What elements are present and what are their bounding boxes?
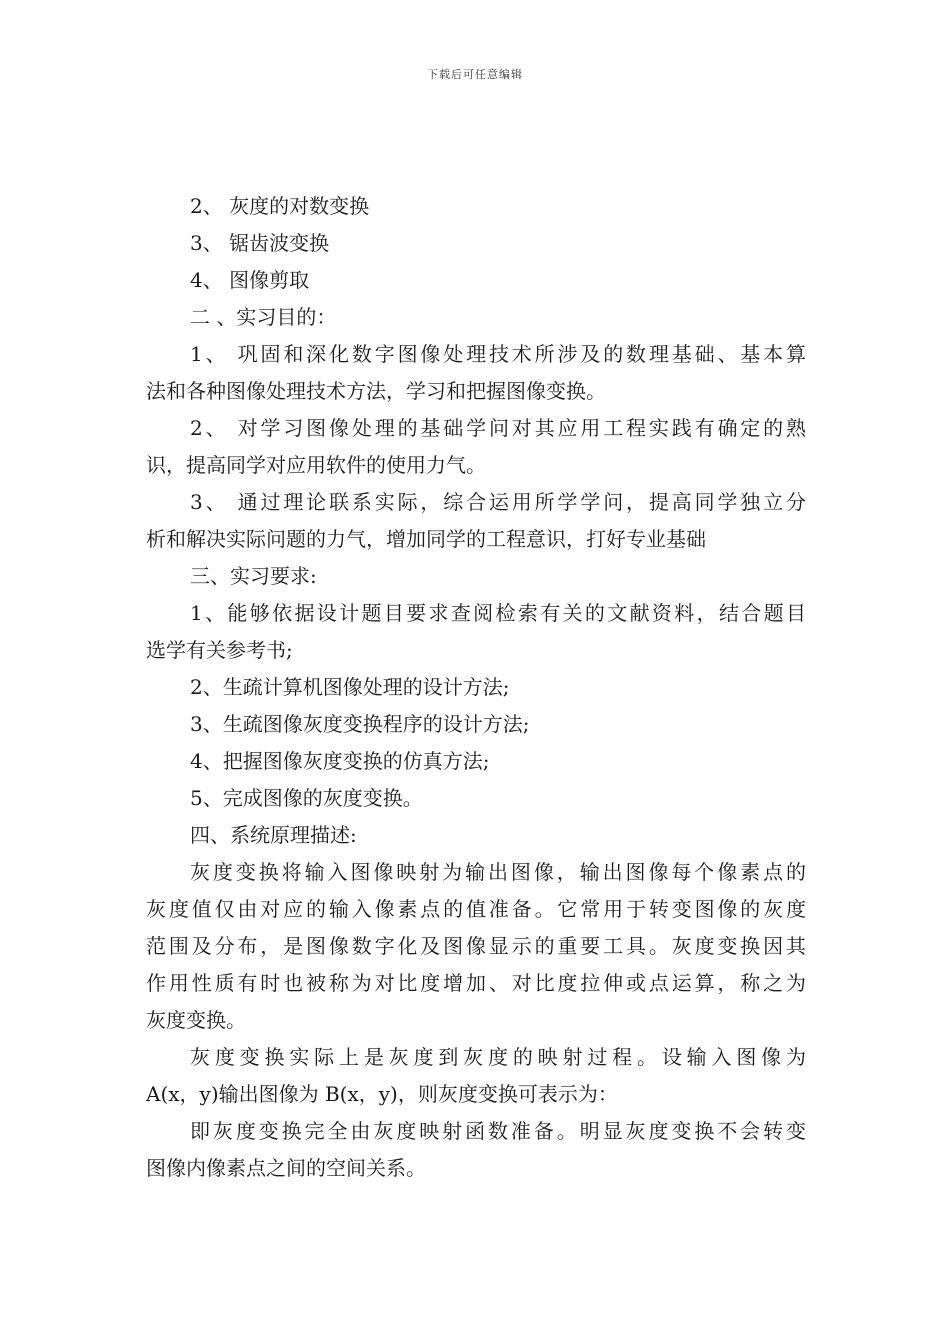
section-heading: 三、实习要求: — [190, 564, 317, 588]
requirement-line: 4、把握图像灰度变换的仿真方法; — [190, 749, 490, 773]
paragraph-line: A(x，y)输出图像为 B(x，y)，则灰度变换可表示为： — [146, 1082, 618, 1106]
section-heading: 四、系统原理描述: — [190, 823, 357, 847]
page-header: 下载后可任意编辑 — [427, 68, 523, 81]
goal-line: 识，提高同学对应用软件的使用力气。 — [146, 453, 486, 477]
list-item: 2、 灰度的对数变换 — [190, 194, 370, 218]
document-body — [146, 188, 806, 1187]
paragraph-line: 灰度值仅由对应的输入像素点的值准备。它常用于转变图像的灰度 — [146, 897, 806, 921]
section-heading: 二 、实习目的： — [190, 305, 337, 329]
paragraph-line: 即灰度变换完全由灰度映射函数准备。明显灰度变换不会转变 — [190, 1119, 806, 1143]
list-item: 4、 图像剪取 — [190, 268, 310, 292]
goal-line: 3、 通过理论联系实际，综合运用所学学问，提高同学独立分 — [190, 490, 806, 514]
paragraph-line: 灰度变换将输入图像映射为输出图像，输出图像每个像素点的 — [190, 860, 806, 884]
requirement-line: 1、能够依据设计题目要求查阅检索有关的文献资料，结合题目 — [190, 601, 806, 625]
requirement-line: 5、完成图像的灰度变换。 — [190, 786, 423, 810]
paragraph-line: 灰度变换实际上是灰度到灰度的映射过程。设输入图像为 — [190, 1045, 806, 1069]
requirement-line: 3、生疏图像灰度变换程序的设计方法; — [190, 712, 530, 736]
paragraph-line: 灰度变换。 — [146, 1008, 246, 1032]
paragraph-line: 图像内像素点之间的空间关系。 — [146, 1156, 426, 1180]
requirement-line: 选学有关参考书; — [146, 638, 293, 662]
goal-line: 1、 巩固和深化数字图像处理技术所涉及的数理基础、基本算 — [190, 342, 806, 366]
paragraph-line: 范围及分布，是图像数字化及图像显示的重要工具。灰度变换因其 — [146, 934, 806, 958]
requirement-line: 2、生疏计算机图像处理的设计方法; — [190, 675, 510, 699]
goal-line: 法和各种图像处理技术方法，学习和把握图像变换。 — [146, 379, 606, 403]
goal-line: 析和解决实际问题的力气，增加同学的工程意识，打好专业基础 — [146, 527, 706, 551]
paragraph-line: 作用性质有时也被称为对比度增加、对比度拉伸或点运算，称之为 — [146, 971, 806, 995]
goal-line: 2、 对学习图像处理的基础学问对其应用工程实践有确定的熟 — [190, 416, 806, 440]
list-item: 3、 锯齿波变换 — [190, 231, 330, 255]
